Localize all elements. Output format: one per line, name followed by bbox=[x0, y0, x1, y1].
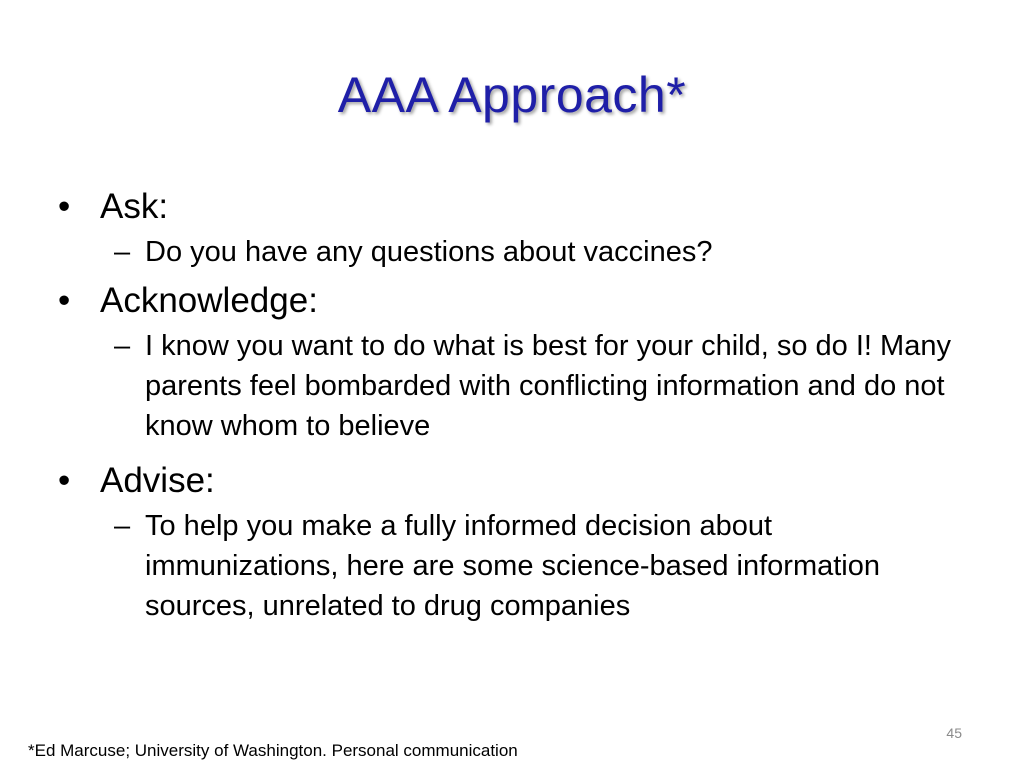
bullet-dot-icon: • bbox=[58, 281, 71, 320]
subbullet-text: To help you make a fully informed decision about immunizations, here are some science-based information sources, unrelated to drug companies bbox=[145, 510, 881, 622]
bullet-label: Advise: bbox=[100, 461, 215, 500]
slide-number: 45 bbox=[946, 725, 962, 741]
slide-body bbox=[58, 182, 958, 626]
dash-icon: – bbox=[114, 236, 131, 268]
footnote: *Ed Marcuse; University of Washington. Personal communication bbox=[28, 741, 518, 760]
bullet-advise bbox=[58, 456, 958, 506]
subbullet-acknowledge bbox=[58, 326, 958, 446]
bullet-acknowledge bbox=[58, 276, 958, 326]
bullet-label: Acknowledge: bbox=[100, 281, 318, 320]
slide-title: AAA Approach* bbox=[337, 67, 687, 123]
bullet-dot-icon: • bbox=[58, 187, 71, 226]
bullet-label: Ask: bbox=[100, 187, 169, 226]
subbullet-ask bbox=[58, 232, 958, 272]
dash-icon: – bbox=[114, 330, 131, 362]
subbullet-text: Do you have any questions about vaccines? bbox=[145, 236, 713, 268]
subbullet-text: I know you want to do what is best for your child, so do I! Many parents feel bombarded with conflicting information and do not know whom to believe bbox=[145, 330, 951, 442]
bullet-dot-icon: • bbox=[58, 461, 71, 500]
bullet-ask bbox=[58, 182, 958, 232]
subbullet-advise bbox=[58, 506, 958, 626]
dash-icon: – bbox=[114, 510, 131, 542]
